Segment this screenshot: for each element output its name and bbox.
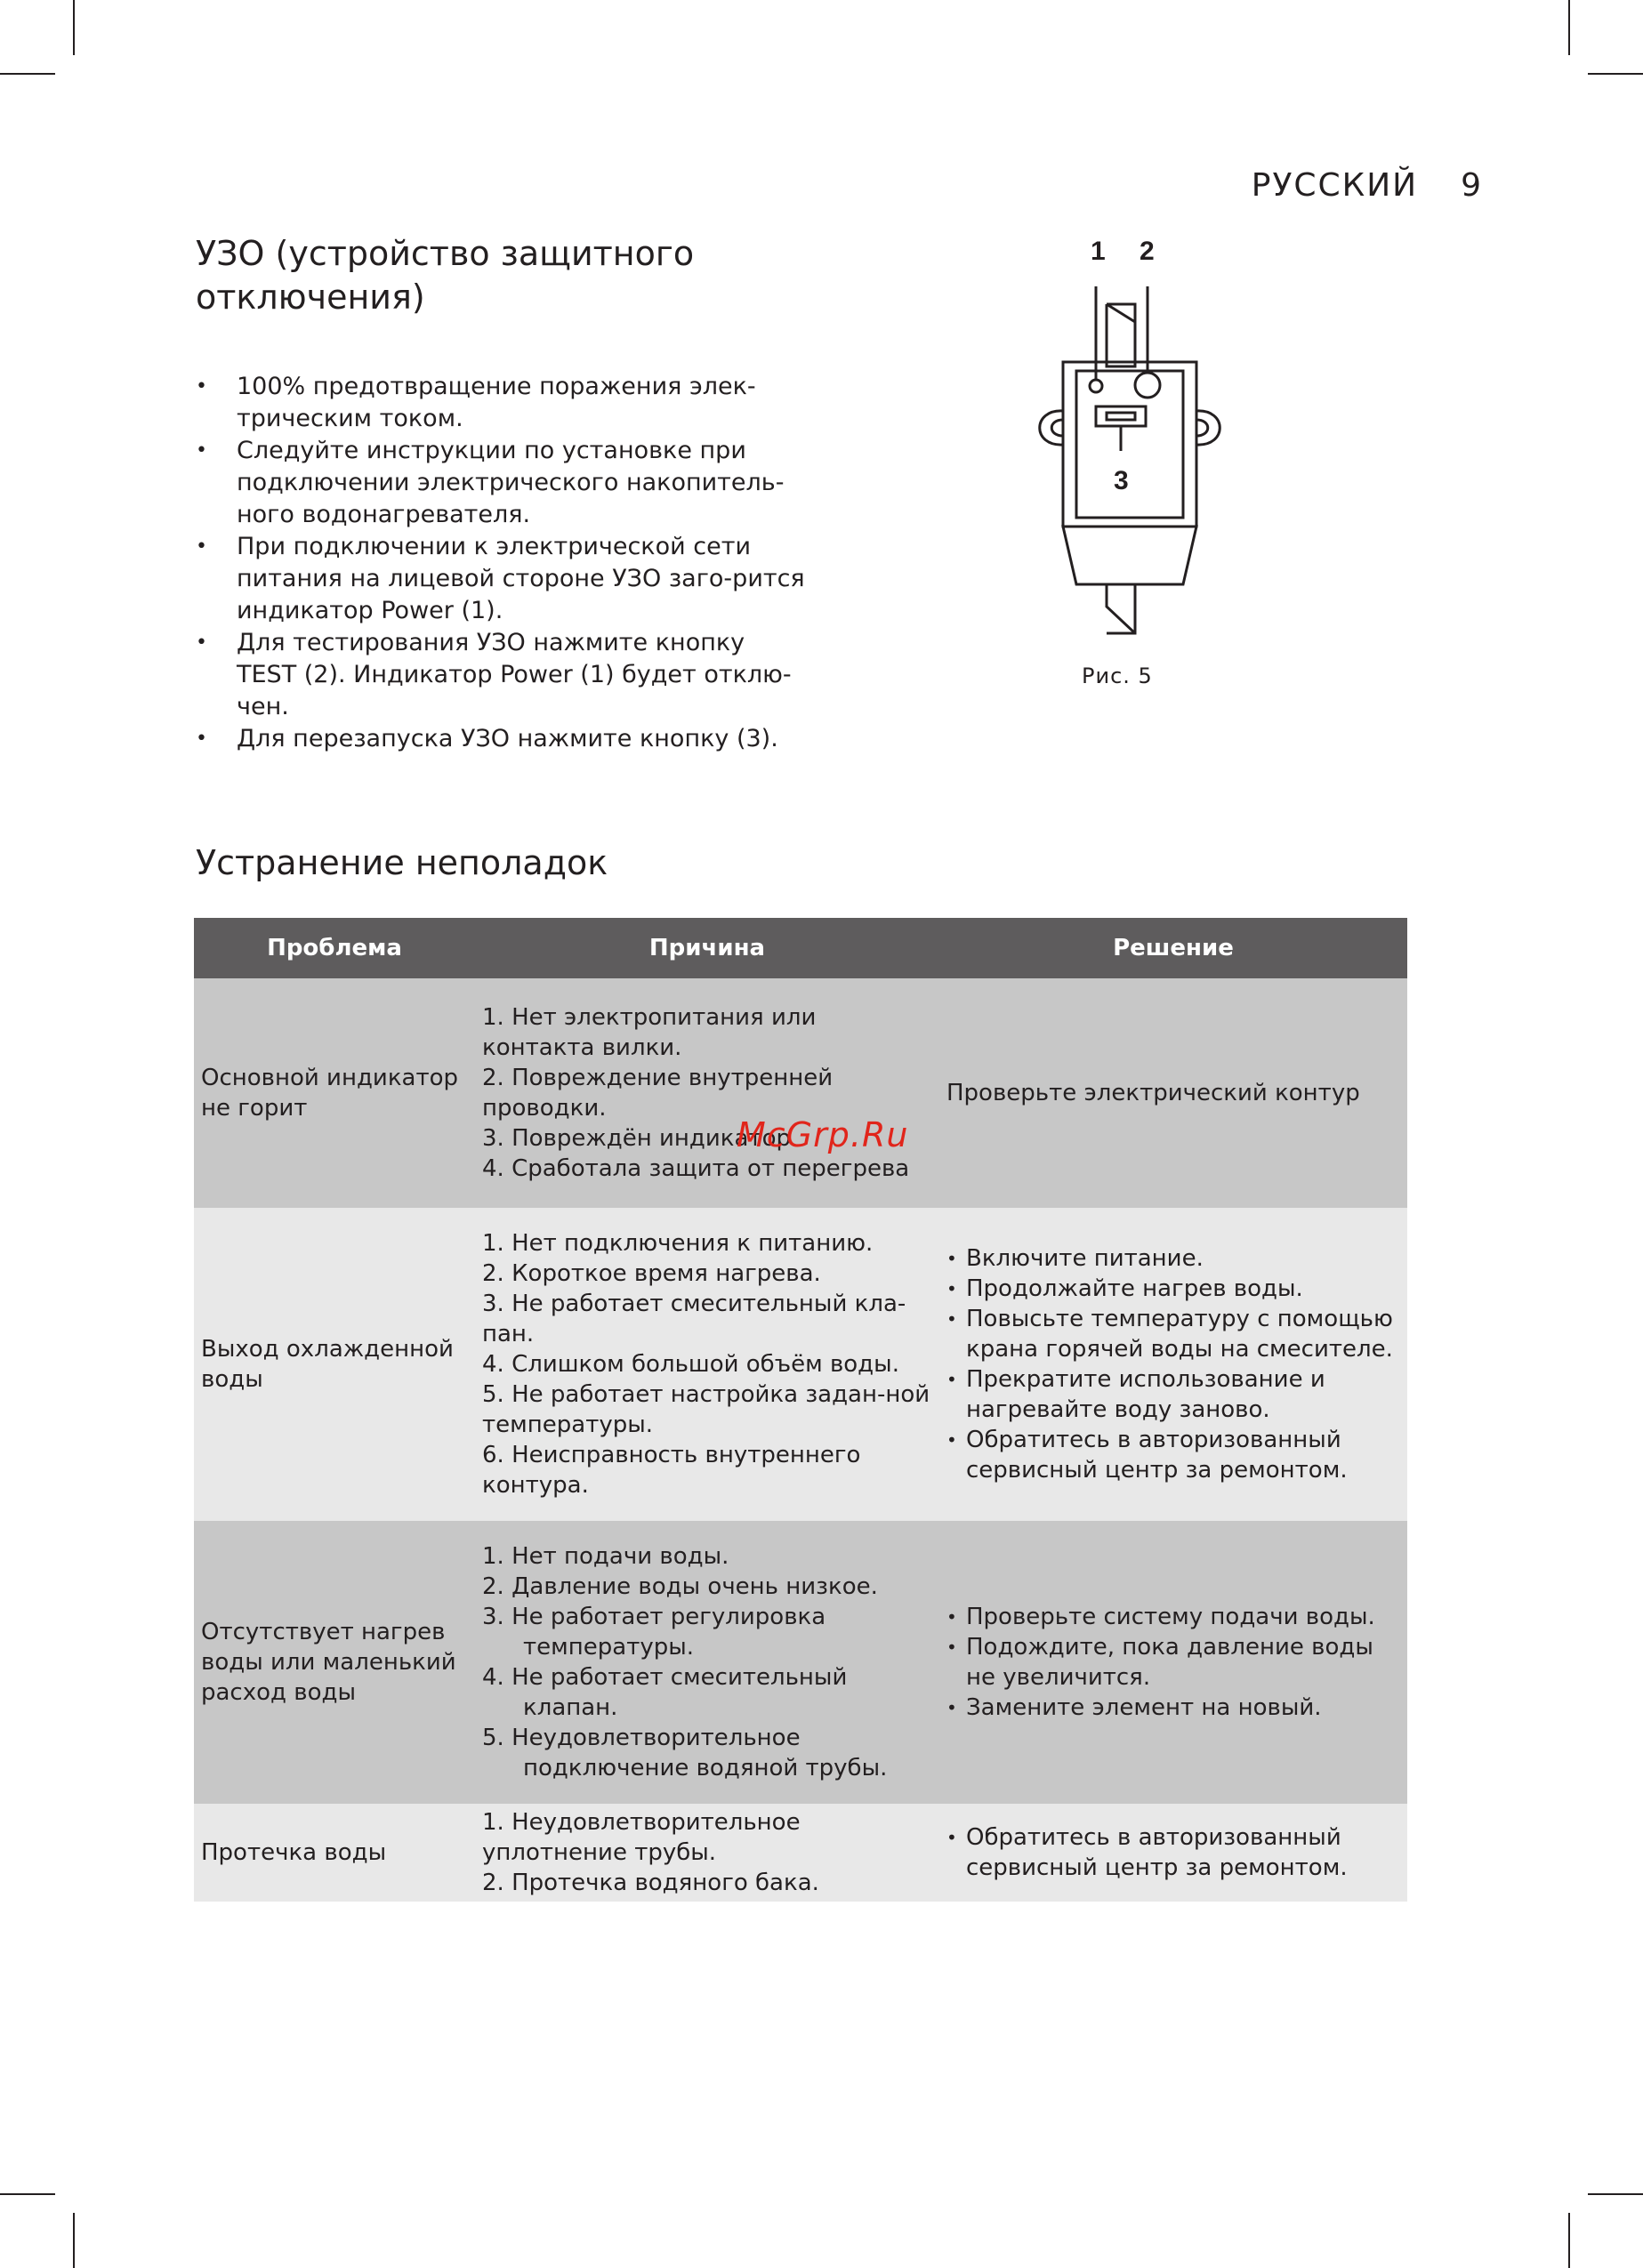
crop-mark: [0, 73, 55, 75]
list-item: 1. Неудовлетворительное уплотнение трубы.: [482, 1809, 801, 1866]
cause-cell: [475, 1521, 939, 1804]
rcd-section-title: УЗО (устройство защитного отключения): [196, 234, 695, 317]
problem-cell: Протечка воды: [194, 1804, 475, 1902]
rcd-bullet-list: [196, 371, 809, 755]
page-header: [1252, 167, 1483, 204]
list-item: • 100% предотвращение поражения элек-трическим током.: [196, 371, 809, 435]
troubleshooting-section-title: Устранение неполадок: [196, 843, 608, 882]
list-item: • Замените элемент на новый.: [946, 1693, 1400, 1723]
list-item: • Следуйте инструкции по установке при подключении электрического накопитель-ного водонагревателя.: [196, 435, 809, 531]
list-item: 2. Короткое время нагрева.: [482, 1260, 821, 1287]
list-item: 2. Протечка водяного бака.: [482, 1870, 819, 1896]
list-item: • Продолжайте нагрев воды.: [946, 1274, 1400, 1304]
list-item: 4. Сработала защита от перегрева: [482, 1155, 910, 1182]
list-item: 6. Неисправность внутреннего контура.: [482, 1442, 861, 1499]
plug-body: [1063, 362, 1196, 527]
list-item: 1. Нет подключения к питанию.: [482, 1230, 874, 1257]
figure-caption: Рис. 5: [1082, 664, 1153, 688]
watermark: McGrp.Ru: [737, 1115, 909, 1154]
table-header-row: [194, 918, 1407, 978]
list-item: клапан.: [523, 1694, 618, 1721]
solution-cell: [939, 1521, 1407, 1804]
cause-cell: [475, 978, 939, 1208]
list-item: • Для перезапуска УЗО нажмите кнопку (3).: [196, 723, 809, 755]
crop-mark: [1568, 0, 1570, 55]
column-header-cause: Причина: [475, 918, 939, 978]
list-item: 3. Повреждён индикатор: [482, 1125, 791, 1152]
power-indicator-icon: [1090, 380, 1102, 392]
list-item: • Прекратите использование и нагревайте воду заново.: [946, 1364, 1400, 1425]
list-item: • Обратитесь в авторизованный сервисный центр за ремонтом.: [946, 1425, 1400, 1485]
list-item: • При подключении к электрической сети питания на лицевой стороне УЗО заго-рится индикатор Power (1).: [196, 531, 809, 627]
list-item: 1. Нет подачи воды.: [482, 1543, 729, 1570]
list-item: 5. Не работает настройка задан-ной температуры.: [482, 1381, 930, 1438]
list-item: 3. Не работает регулировка: [482, 1604, 826, 1630]
problem-cell: Отсутствует нагрев воды или маленький расход воды: [194, 1521, 475, 1804]
list-item: 4. Слишком большой объём воды.: [482, 1351, 899, 1378]
list-item: температуры.: [523, 1634, 695, 1661]
cause-cell: [475, 1804, 939, 1902]
troubleshooting-table: [194, 918, 1407, 1902]
crop-mark: [1588, 73, 1643, 75]
column-header-solution: Решение: [939, 918, 1407, 978]
crop-mark: [0, 2193, 55, 2195]
list-item: 2. Давление воды очень низкое.: [482, 1573, 878, 1600]
problem-cell: Выход охлажденной воды: [194, 1208, 475, 1521]
crop-mark: [73, 0, 75, 55]
figure-label-2: 2: [1140, 237, 1155, 266]
list-item: 1. Нет электропитания или контакта вилки.: [482, 1004, 817, 1061]
solution-cell: [939, 1208, 1407, 1521]
rcd-plug-figure: [1014, 233, 1245, 696]
list-item: • Повысьте температуру с помощью крана горячей воды на смесителе.: [946, 1304, 1400, 1364]
list-item: 5. Неудовлетворительное: [482, 1725, 801, 1751]
table-row: [194, 978, 1407, 1208]
crop-mark: [73, 2213, 75, 2268]
cause-cell: [475, 1208, 939, 1521]
test-button-icon: [1135, 373, 1160, 398]
figure-label-3: 3: [1114, 466, 1129, 495]
problem-cell: Основной индикатор не горит: [194, 978, 475, 1208]
solution-cell: Проверьте электрический контур: [939, 978, 1407, 1208]
list-item: 2. Повреждение внутренней проводки.: [482, 1065, 834, 1122]
reset-button-icon: [1096, 406, 1146, 426]
crop-mark: [1568, 2213, 1570, 2268]
crop-mark: [1588, 2193, 1643, 2195]
list-item: 4. Не работает смесительный: [482, 1664, 848, 1691]
solution-cell: [939, 1804, 1407, 1902]
list-item: подключение водяной трубы.: [523, 1755, 888, 1781]
list-item: • Обратитесь в авторизованный сервисный центр за ремонтом.: [946, 1822, 1400, 1883]
table-row: [194, 1521, 1407, 1804]
list-item: • Включите питание.: [946, 1243, 1400, 1274]
figure-label-1: 1: [1091, 237, 1106, 266]
table-row: [194, 1804, 1407, 1902]
column-header-problem: Проблема: [194, 918, 475, 978]
language-label: РУССКИЙ: [1251, 167, 1419, 204]
list-item: 3. Не работает смесительный кла-пан.: [482, 1291, 906, 1347]
list-item: • Для тестирования УЗО нажмите кнопку TEST (2). Индикатор Power (1) будет отклю-чен.: [196, 627, 809, 723]
table-row: [194, 1208, 1407, 1521]
list-item: • Проверьте систему подачи воды.: [946, 1602, 1400, 1632]
page-number: 9: [1461, 167, 1483, 204]
list-item: • Подождите, пока давление воды не увеличится.: [946, 1632, 1400, 1693]
